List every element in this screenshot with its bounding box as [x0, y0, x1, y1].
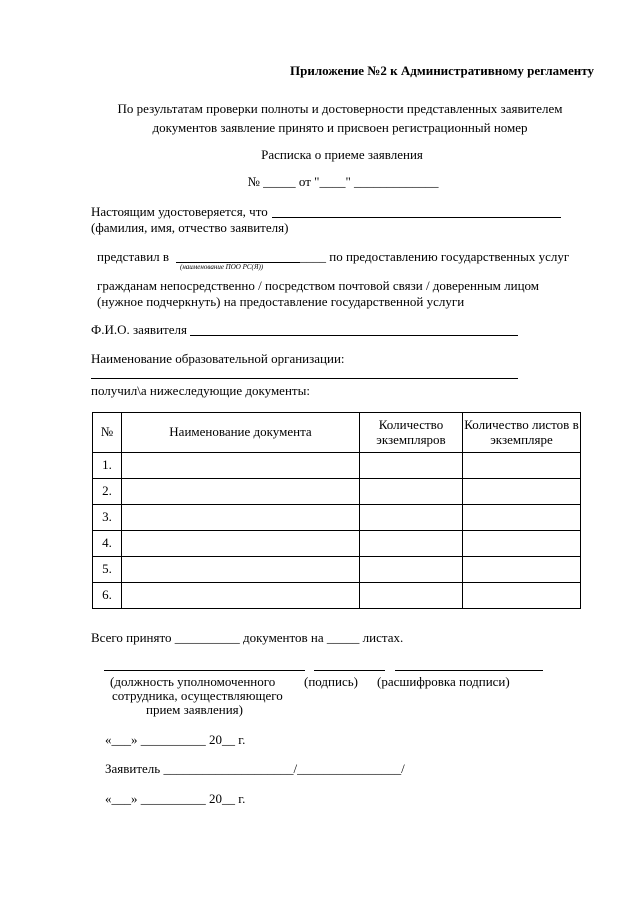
date-line-2: «___» __________ 20__ г. — [105, 791, 246, 806]
column-document-name: Наименование документа — [122, 413, 360, 453]
sheets-cell[interactable] — [463, 583, 581, 609]
signature-line — [314, 670, 385, 671]
sheets-cell[interactable] — [463, 479, 581, 505]
applicant-signature-line: Заявитель ____________________/________________/ — [105, 761, 405, 776]
sheets-cell[interactable] — [463, 453, 581, 479]
decode-line — [395, 670, 543, 671]
receipt-title: Расписка о приеме заявления — [261, 147, 423, 162]
row-number: 3. — [93, 505, 122, 531]
row-number: 5. — [93, 557, 122, 583]
intro-line-2: документов заявление принято и присвоен регистрационный номер — [152, 120, 528, 135]
copies-cell[interactable] — [360, 479, 463, 505]
applicant-name-line — [190, 335, 518, 336]
certify-hint: (фамилия, имя, отчество заявителя) — [91, 220, 289, 235]
organization-name-line — [91, 378, 518, 379]
document-name-cell[interactable] — [122, 453, 360, 479]
certify-name-line — [272, 217, 561, 218]
copies-cell[interactable] — [360, 531, 463, 557]
copies-cell[interactable] — [360, 505, 463, 531]
document-name-cell[interactable] — [122, 479, 360, 505]
column-copies: Количество экземпляров — [360, 413, 463, 453]
row-number: 6. — [93, 583, 122, 609]
certify-text: Настоящим удостоверяется, что — [91, 204, 268, 219]
document-name-cell[interactable] — [122, 557, 360, 583]
document-name-cell[interactable] — [122, 531, 360, 557]
received-text: получил\а нижеследующие документы: — [91, 383, 310, 398]
sheets-cell[interactable] — [463, 531, 581, 557]
table-row — [93, 479, 581, 505]
applicant-name-label: Ф.И.О. заявителя — [91, 322, 187, 337]
submitted-suffix: ____ по предоставлению государственных услуг — [300, 249, 570, 264]
copies-cell[interactable] — [360, 453, 463, 479]
column-sheets: Количество листов в экземпляре — [463, 413, 581, 453]
sheets-cell[interactable] — [463, 557, 581, 583]
intro-line-1: По результатам проверки полноты и достоверности представленных заявителем — [117, 101, 563, 116]
row-number: 2. — [93, 479, 122, 505]
table-row — [93, 557, 581, 583]
table-header-row — [93, 413, 581, 453]
position-hint-1: (должность уполномоченного — [110, 674, 276, 689]
signature-hint: (подпись) — [304, 674, 358, 689]
total-text: Всего принято __________ документов на _____ листах. — [91, 630, 404, 645]
submitted-line-2: гражданам непосредственно / посредством почтовой связи / доверенным лицом — [97, 278, 540, 293]
table-row — [93, 453, 581, 479]
row-number: 1. — [93, 453, 122, 479]
document-name-cell[interactable] — [122, 583, 360, 609]
appendix-title: Приложение №2 к Административному регламенту — [290, 63, 594, 78]
position-line — [104, 670, 305, 671]
sheets-cell[interactable] — [463, 505, 581, 531]
copies-cell[interactable] — [360, 583, 463, 609]
document-name-cell[interactable] — [122, 505, 360, 531]
column-number: № — [93, 413, 122, 453]
submitted-line-3: (нужное подчеркнуть) на предоставление государственной услуги — [97, 294, 465, 309]
submitted-prefix: представил в — [97, 249, 170, 264]
organization-hint: (наименование ПОО РС(Я)) — [180, 263, 264, 271]
receipt-number-line: № _____ от "____" _____________ — [247, 174, 439, 189]
position-hint-2: сотрудника, осуществляющего — [112, 688, 283, 703]
decode-hint: (расшифровка подписи) — [377, 674, 510, 689]
organization-label: Наименование образовательной организации: — [91, 351, 345, 366]
copies-cell[interactable] — [360, 557, 463, 583]
position-hint-3: прием заявления) — [146, 702, 243, 717]
table-row — [93, 583, 581, 609]
row-number: 4. — [93, 531, 122, 557]
table-row — [93, 531, 581, 557]
table-row — [93, 505, 581, 531]
documents-table — [92, 412, 581, 609]
date-line-1: «___» __________ 20__ г. — [105, 732, 246, 747]
